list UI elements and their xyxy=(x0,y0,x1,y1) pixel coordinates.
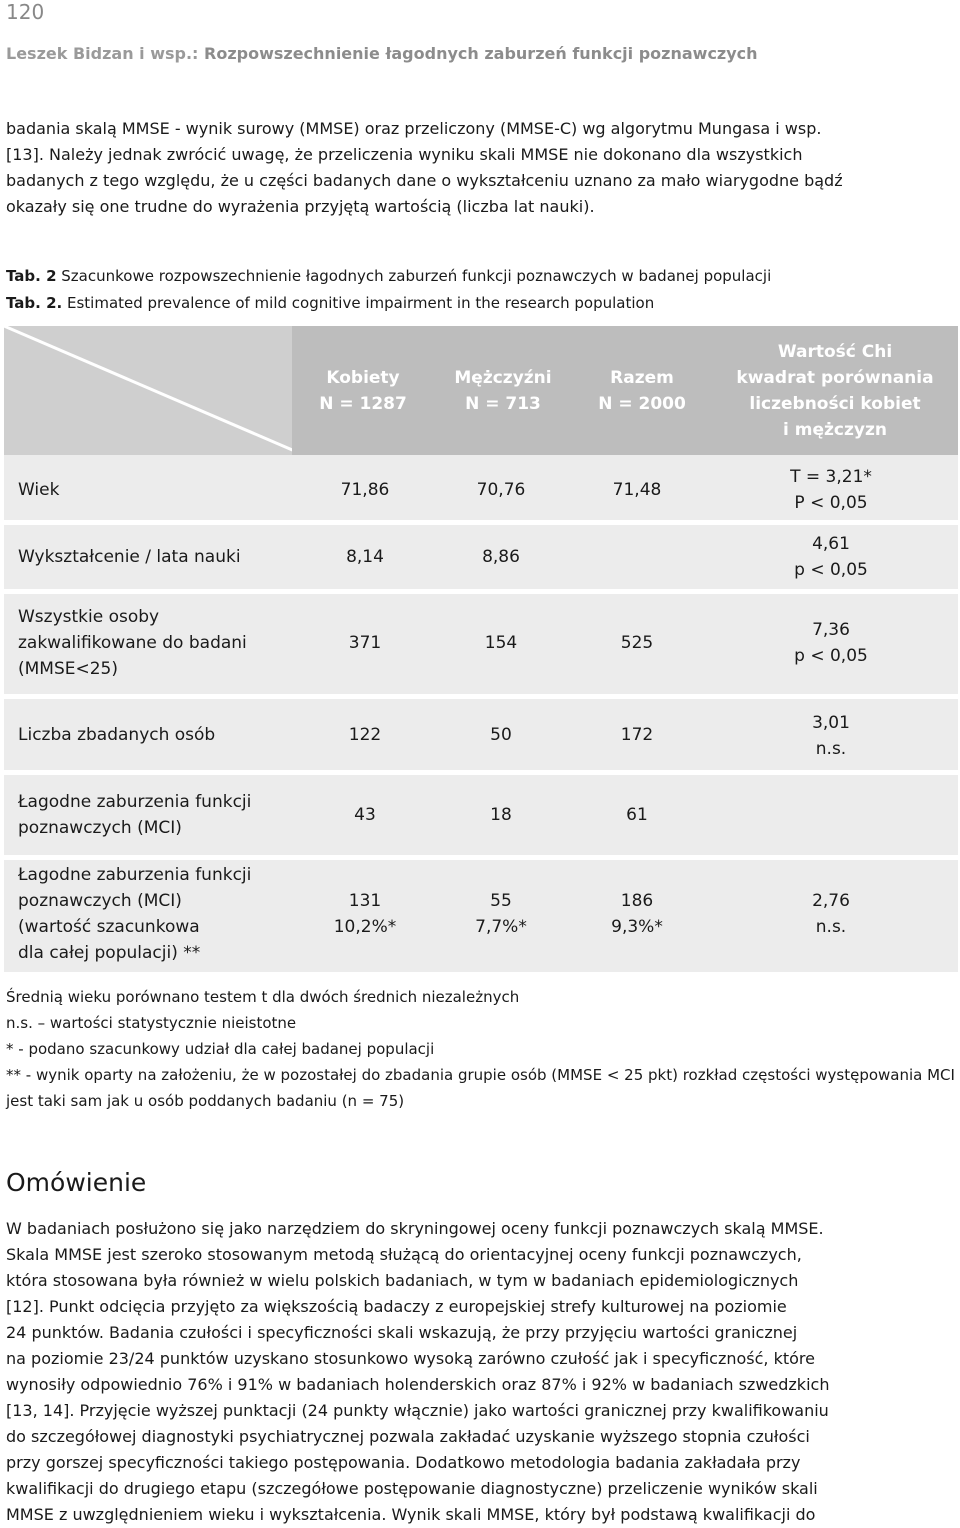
discussion-line: W badaniach posłużono się jako narzędziem do skryningowej oceny funkcji poznawczych skalą MMSE. xyxy=(6,1219,824,1238)
intro-line: badania skalą MMSE - wynik surowy (MMSE) oraz przeliczony (MMSE-C) wg algorytmu Mungasa i wsp. xyxy=(6,119,822,138)
cell-mci-men xyxy=(436,802,566,828)
cell-value: 525 xyxy=(620,633,654,653)
row-label-examined xyxy=(18,722,215,748)
cell-qualified-total xyxy=(572,630,702,656)
cell-mci-total xyxy=(572,802,702,828)
table-note: Średnią wieku porównano testem t dla dwóch średnich niezależnych xyxy=(6,988,520,1006)
cell-value: 186 xyxy=(620,891,654,911)
cell-age-total xyxy=(572,477,702,503)
cell-education-women xyxy=(300,544,430,570)
column-header-line: N = 1287 xyxy=(319,393,407,414)
column-header-line: i mężczyzn xyxy=(783,419,887,440)
cell-education-chi xyxy=(708,531,954,583)
cell-value: 55 xyxy=(490,891,512,911)
row-label-mci-estimated xyxy=(18,862,251,966)
cell-value: 18 xyxy=(490,805,512,825)
caption-text: Estimated prevalence of mild cognitive impairment in the research population xyxy=(62,294,655,312)
cell-examined-men xyxy=(436,722,566,748)
cell-value: 122 xyxy=(348,725,382,745)
cell-value: 172 xyxy=(620,725,654,745)
cell-examined-total xyxy=(572,722,702,748)
column-header-women xyxy=(292,326,434,455)
column-header-line: liczebności kobiet xyxy=(749,393,921,414)
cell-value: n.s. xyxy=(815,739,847,759)
row-label-line: dla całej populacji) ** xyxy=(18,943,201,963)
cell-value: 3,01 xyxy=(812,713,850,733)
row-label-all-qualified xyxy=(18,604,247,682)
caption-prefix: Tab. 2. xyxy=(6,294,63,312)
cell-qualified-men xyxy=(436,630,566,656)
cell-examined-chi xyxy=(708,710,954,762)
column-header-line: N = 713 xyxy=(465,393,541,414)
row-label-line: poznawczych (MCI) xyxy=(18,891,182,911)
running-header-authors: Leszek Bidzan i wsp.: xyxy=(6,44,199,63)
table-caption-polish xyxy=(6,267,771,285)
intro-line: okazały się one trudne do wyrażenia przyjętą wartością (liczba lat nauki). xyxy=(6,197,595,216)
table-note: n.s. – wartości statystycznie nieistotne xyxy=(6,1014,297,1032)
discussion-paragraph xyxy=(6,1216,956,1528)
cell-value: 43 xyxy=(354,805,376,825)
cell-mci-estimated-chi xyxy=(708,888,954,940)
discussion-line: która stosowana była również w wielu polskich badaniach, w tym w badaniach epidemiologicznych xyxy=(6,1271,799,1290)
caption-text: Szacunkowe rozpowszechnienie łagodnych zaburzeń funkcji poznawczych w badanej populacji xyxy=(56,267,772,285)
caption-prefix: Tab. 2 xyxy=(6,267,57,285)
table-note: * - podano szacunkowy udział dla całej badanej populacji xyxy=(6,1040,435,1058)
cell-value: 2,76 xyxy=(812,891,850,911)
intro-line: badanych z tego względu, że u części badanych dane o wykształceniu uznano za mało wiarygodne bądź xyxy=(6,171,843,190)
column-header-line: Mężczyźni xyxy=(454,367,552,388)
cell-examined-women xyxy=(300,722,430,748)
row-divider xyxy=(4,770,958,775)
cell-age-men xyxy=(436,477,566,503)
column-header-men xyxy=(434,326,572,455)
cell-value: P < 0,05 xyxy=(794,493,868,513)
row-label-line: Wszystkie osoby xyxy=(18,607,160,627)
discussion-line: Skala MMSE jest szeroko stosowanym metodą służącą do orientacyjnej oceny funkcji poznawczych, xyxy=(6,1245,802,1264)
discussion-line: na poziomie 23/24 punktów uzyskano stosunkowo wysoką zarówno czułość jak i specyficzność, które xyxy=(6,1349,815,1368)
cell-age-chi xyxy=(708,464,954,516)
row-label-line: Wiek xyxy=(18,480,60,500)
section-heading: Omówienie xyxy=(6,1168,147,1197)
discussion-line: przy gorszej specyficzności takiego postępowania. Dodatkowo metodologia badania zakładała przy xyxy=(6,1453,801,1472)
cell-value: 71,86 xyxy=(340,480,390,500)
column-header-line: kwadrat porównania xyxy=(736,367,934,388)
header-diagonal-line xyxy=(4,326,304,455)
row-label-line: zakwalifikowane do badani xyxy=(18,633,247,653)
column-header-total xyxy=(572,326,712,455)
cell-mci-estimated-women xyxy=(300,888,430,940)
column-header-line: Wartość Chi xyxy=(777,341,893,362)
row-label-line: Łagodne zaburzenia funkcji xyxy=(18,865,252,885)
cell-value: 61 xyxy=(626,805,648,825)
cell-value: n.s. xyxy=(815,917,847,937)
discussion-line: [13, 14]. Przyjęcie wyższej punktacji (24 punkty włącznie) jako wartości granicznej przy kwalifikowaniu xyxy=(6,1401,829,1420)
cell-value: 131 xyxy=(348,891,382,911)
intro-line: [13]. Należy jednak zwrócić uwagę, że przeliczenia wyniku skali MMSE nie dokonano dla wszystkich xyxy=(6,145,803,164)
discussion-line: [12]. Punkt odcięcia przyjęto za większością badaczy z europejskiej strefy kulturowej na poziomie xyxy=(6,1297,787,1316)
discussion-line: kwalifikacji do drugiego etapu (szczegółowe postępowanie diagnostyczne) przeliczenie wyników skali xyxy=(6,1479,818,1498)
page-number: 120 xyxy=(6,0,45,24)
row-divider xyxy=(4,855,958,860)
row-label-line: Liczba zbadanych osób xyxy=(18,725,216,745)
cell-qualified-women xyxy=(300,630,430,656)
cell-value: 371 xyxy=(348,633,382,653)
row-label-line: (MMSE<25) xyxy=(18,659,119,679)
cell-value: 7,7%* xyxy=(475,917,527,937)
intro-paragraph xyxy=(6,116,956,220)
row-label-mci xyxy=(18,789,251,841)
cell-value: p < 0,05 xyxy=(794,560,868,580)
row-label-age xyxy=(18,477,59,503)
table-caption-english xyxy=(6,294,654,312)
table-notes xyxy=(6,984,956,1114)
row-label-education xyxy=(18,544,241,570)
cell-value: 8,86 xyxy=(482,547,520,567)
column-header-line: Kobiety xyxy=(326,367,400,388)
cell-value: 8,14 xyxy=(346,547,384,567)
row-label-line: Łagodne zaburzenia funkcji xyxy=(18,792,252,812)
cell-value: 154 xyxy=(484,633,518,653)
cell-value: 50 xyxy=(490,725,512,745)
cell-value: 10,2%* xyxy=(333,917,397,937)
column-header-line: N = 2000 xyxy=(598,393,686,414)
cell-qualified-chi xyxy=(708,617,954,669)
cell-value: 70,76 xyxy=(476,480,526,500)
row-divider xyxy=(4,694,958,699)
cell-value: 4,61 xyxy=(812,534,850,554)
discussion-line: MMSE z uwzględnieniem wieku i wykształcenia. Wynik skali MMSE, który był podstawą kwalifikacji do xyxy=(6,1505,816,1524)
cell-value: 71,48 xyxy=(612,480,662,500)
discussion-line: 24 punktów. Badania czułości i specyficzności skali wskazują, że przy przyjęciu wartości granicznej xyxy=(6,1323,798,1342)
cell-education-men xyxy=(436,544,566,570)
running-header-title: Rozpowszechnienie łagodnych zaburzeń funkcji poznawczych xyxy=(198,44,758,63)
cell-value: 7,36 xyxy=(812,620,850,640)
cell-mci-estimated-total xyxy=(572,888,702,940)
cell-age-women xyxy=(300,477,430,503)
cell-mci-estimated-men xyxy=(436,888,566,940)
table-note: ** - wynik oparty na założeniu, że w pozostałej do zbadania grupie osób (MMSE < 25 pkt) rozkład częstości występowania MCI jest taki sam jak u osób poddanych badaniu (n = 75) xyxy=(6,1066,955,1110)
cell-value: 9,3%* xyxy=(611,917,663,937)
cell-mci-women xyxy=(300,802,430,828)
discussion-line: do szczegółowej diagnostyki psychiatrycznej pozwala zakładać uzyskanie wyższego stopnia czułości xyxy=(6,1427,810,1446)
cell-value: T = 3,21* xyxy=(790,467,872,487)
row-label-line: (wartość szacunkowa xyxy=(18,917,200,937)
column-header-chi-square xyxy=(712,326,958,455)
row-label-line: Wykształcenie / lata nauki xyxy=(18,547,241,567)
column-header-line: Razem xyxy=(610,367,674,388)
row-divider xyxy=(4,589,958,594)
row-divider xyxy=(4,520,958,525)
running-header xyxy=(6,44,758,63)
table-header xyxy=(4,326,958,455)
row-label-line: poznawczych (MCI) xyxy=(18,818,182,838)
discussion-line: wynosiły odpowiednio 76% i 91% w badaniach holenderskich oraz 87% i 92% w badaniach szwedzkich xyxy=(6,1375,830,1394)
cell-value: p < 0,05 xyxy=(794,646,868,666)
